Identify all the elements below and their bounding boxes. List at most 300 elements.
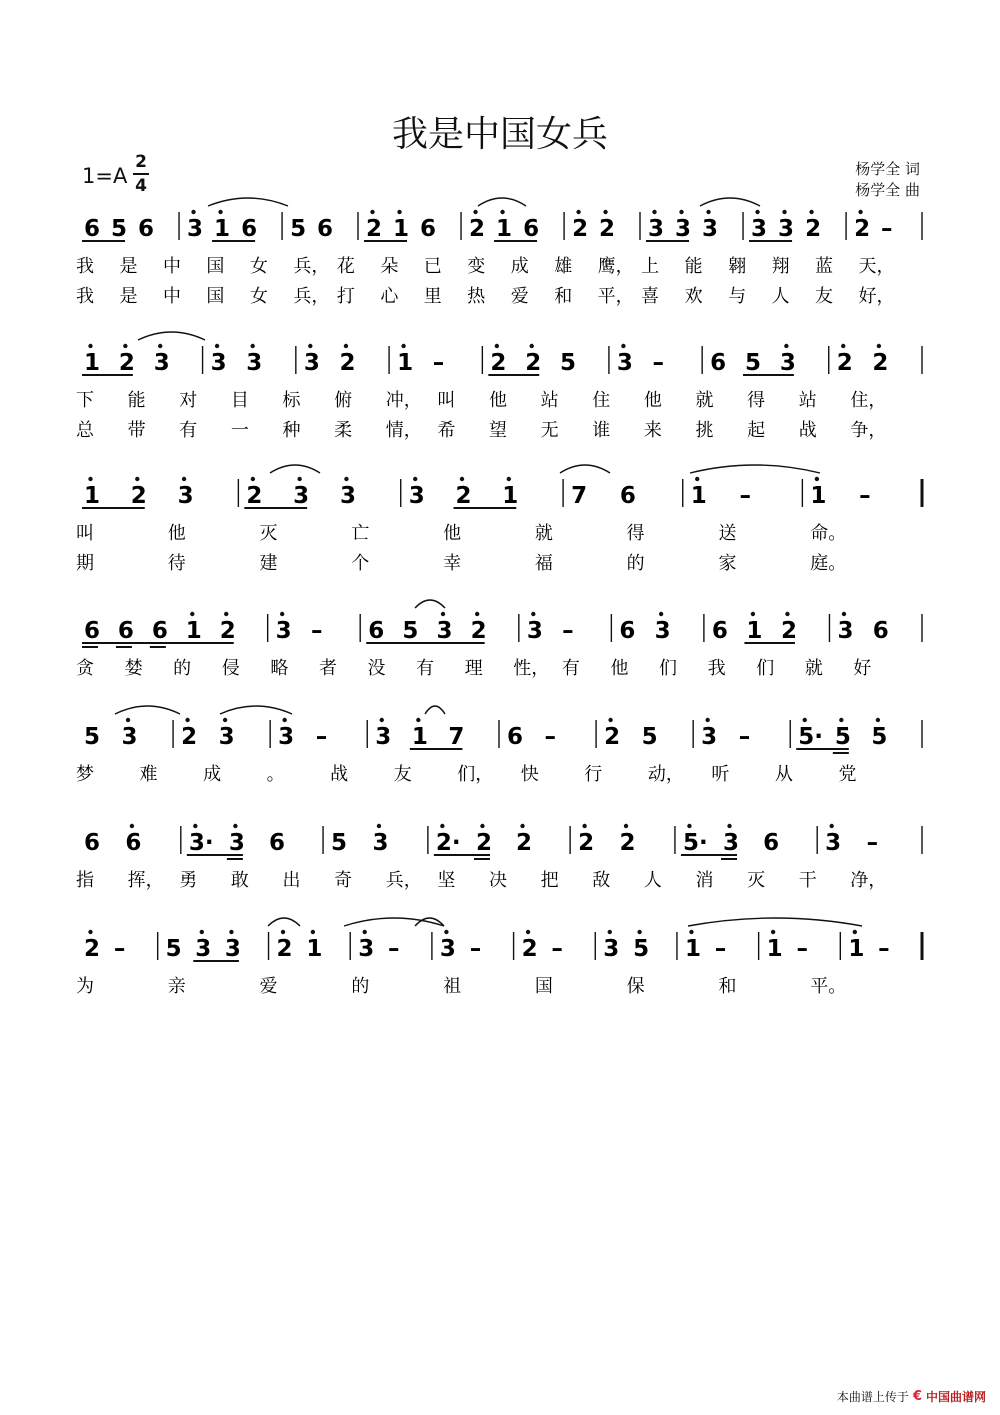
lyric-char: 住，: [850, 390, 887, 411]
lyric-char: 们: [756, 658, 775, 679]
lyric-char: 爱: [259, 976, 278, 997]
note: 2: [854, 216, 871, 242]
lyric-char: 蓝: [815, 256, 834, 277]
lyric-char: 爱: [510, 286, 529, 307]
note: 2: [366, 216, 383, 242]
note: 3: [675, 216, 692, 242]
lyric-char: 能: [684, 256, 703, 277]
lyric-char: 冲，: [385, 390, 422, 411]
note: 2: [246, 483, 263, 509]
lyric-char: 奇: [334, 870, 353, 891]
lyric-char: 是: [119, 286, 138, 307]
note: 2: [469, 216, 486, 242]
note: 1: [84, 350, 101, 376]
note: 3: [246, 350, 263, 376]
lyric-char: 里: [423, 286, 442, 307]
lyric-char: 与: [728, 286, 747, 307]
lyric-char: 平，: [597, 286, 634, 307]
tie-arc: [270, 465, 320, 473]
lyric-char: 为: [76, 976, 94, 997]
note: 2: [521, 936, 538, 962]
lyric-char: 挑: [695, 420, 714, 441]
tie-arc: [220, 706, 292, 714]
lyric-char: 中: [162, 256, 181, 277]
note: 5: [641, 724, 658, 750]
octave-dot: [815, 477, 819, 481]
octave-dot: [397, 210, 401, 214]
octave-dot: [88, 477, 92, 481]
note: 6: [872, 618, 889, 644]
note: –: [738, 724, 751, 750]
note: 3: [121, 724, 138, 750]
note: 3: [616, 350, 633, 376]
note: –: [315, 724, 328, 750]
octave-dot: [88, 344, 92, 348]
octave-dot: [311, 930, 315, 934]
tie-arc: [690, 465, 820, 473]
lyric-char: 他: [489, 390, 507, 411]
lyric-char: 成: [510, 256, 529, 277]
lyric-char: 他: [610, 658, 629, 679]
note: 6: [507, 724, 524, 750]
note: 2: [872, 350, 889, 376]
note: 5: [834, 724, 851, 750]
lyric-char: 者: [318, 658, 337, 679]
note: 6: [711, 618, 728, 644]
octave-dot: [706, 210, 710, 214]
lyric-char: 的: [351, 976, 370, 997]
lyric-char: 家: [718, 553, 737, 574]
note: 6: [84, 216, 101, 242]
note: 6: [368, 618, 385, 644]
note: 3: [210, 350, 227, 376]
note: 3: [408, 483, 425, 509]
footer-credit: [837, 1388, 986, 1405]
octave-dot: [841, 344, 845, 348]
lyric-char: 侵: [221, 658, 240, 679]
lyric-char: 决: [489, 870, 507, 891]
octave-dot: [182, 477, 186, 481]
lyric-char: 就: [534, 523, 553, 544]
lyric-char: 人: [643, 870, 662, 891]
lyricist-credit: 杨学全 词: [855, 160, 920, 178]
note: –: [878, 936, 890, 962]
lyric-char: 种: [282, 420, 301, 441]
note: 3: [218, 724, 235, 750]
lyric-char: 来: [643, 420, 662, 441]
lyric-char: 听: [711, 764, 730, 785]
note: 3: [654, 618, 671, 644]
octave-dot: [440, 824, 444, 828]
lyric-char: 。: [266, 764, 285, 785]
note: 3: [275, 618, 292, 644]
lyric-char: 成: [203, 764, 222, 785]
lyric-char: 女: [249, 256, 268, 277]
lyric-char: 友: [815, 286, 834, 307]
note: 3: [436, 618, 453, 644]
octave-dot: [473, 210, 477, 214]
lyric-char: 是: [119, 256, 138, 277]
octave-dot: [444, 930, 448, 934]
note: 1: [690, 483, 707, 509]
note: 1: [848, 936, 865, 962]
note: 2: [455, 483, 472, 509]
octave-dot: [88, 930, 92, 934]
lyric-char: 和: [718, 976, 737, 997]
octave-dot: [229, 930, 233, 934]
lyric-char: 我: [76, 256, 94, 277]
note: 3: [372, 830, 389, 856]
time-signature-numerator: 2: [135, 152, 147, 172]
octave-dot: [751, 612, 755, 616]
lyric-char: 喜: [641, 286, 660, 307]
octave-dot: [679, 210, 683, 214]
note: 2: [619, 830, 636, 856]
lyric-char: 快: [520, 764, 539, 785]
octave-dot: [251, 477, 255, 481]
note: 3: [303, 350, 320, 376]
octave-dot: [603, 210, 607, 214]
lyric-char: 好，: [858, 286, 895, 307]
note: 1: [214, 216, 231, 242]
octave-dot: [441, 612, 445, 616]
lyric-char: 他: [643, 390, 662, 411]
lyric-char: 婪: [124, 658, 143, 679]
lyric-char: 国: [206, 256, 225, 277]
tie-arc: [268, 918, 300, 926]
tie-arc: [415, 600, 445, 608]
note: 5: [331, 830, 348, 856]
note: 2: [572, 216, 589, 242]
note: 5: [84, 724, 101, 750]
note: 6: [241, 216, 258, 242]
octave-dot: [877, 344, 881, 348]
octave-dot: [233, 824, 237, 828]
lyric-char: 把: [540, 870, 559, 891]
note: –: [739, 483, 752, 509]
tie-arc: [425, 706, 445, 714]
note: 2·: [435, 830, 461, 856]
octave-dot: [130, 824, 134, 828]
lyric-char: 灭: [259, 523, 278, 544]
lyric-char: 灭: [747, 870, 766, 891]
octave-dot: [809, 210, 813, 214]
lyric-char: 兵，: [385, 870, 422, 891]
lyric-char: 叫: [437, 390, 456, 411]
lyric-char: 挥，: [127, 870, 164, 891]
lyric-char: 国: [534, 976, 553, 997]
lyric-char: 争，: [850, 420, 887, 441]
note: 3: [702, 216, 719, 242]
octave-dot: [829, 824, 833, 828]
octave-dot: [652, 210, 656, 214]
note: 3: [648, 216, 665, 242]
octave-dot: [782, 210, 786, 214]
octave-dot: [460, 477, 464, 481]
note: 6: [268, 830, 285, 856]
lyric-char: 幸: [443, 553, 462, 574]
note: 3: [526, 618, 543, 644]
note: 6: [117, 618, 134, 644]
note: 2: [516, 830, 533, 856]
note: 6: [138, 216, 155, 242]
note: 6: [151, 618, 168, 644]
lyric-char: 性，: [513, 658, 550, 679]
note: 5: [165, 936, 182, 962]
lyric-char: 得: [626, 523, 645, 544]
note: 1: [84, 483, 101, 509]
lyric-char: 总: [76, 420, 94, 441]
note: 2: [780, 618, 797, 644]
octave-dot: [191, 210, 195, 214]
note: 5: [871, 724, 888, 750]
octave-dot: [380, 718, 384, 722]
note: 2: [525, 350, 542, 376]
lyric-char: 下: [76, 390, 94, 411]
lyric-char: 个: [351, 553, 370, 574]
lyric-char: 消: [695, 870, 714, 891]
octave-dot: [637, 930, 641, 934]
octave-dot: [495, 344, 499, 348]
note: 3: [177, 483, 194, 509]
note: 2: [118, 350, 135, 376]
note: 3: [228, 830, 245, 856]
note: 5: [402, 618, 419, 644]
note: 6: [619, 618, 636, 644]
lyric-char: 难: [139, 764, 158, 785]
lyric-char: 有: [179, 420, 198, 441]
octave-dot: [853, 930, 857, 934]
lyric-char: 建: [259, 553, 278, 574]
lyric-char: 祖: [443, 976, 462, 997]
lyric-char: 人: [771, 286, 790, 307]
note: 1: [397, 350, 414, 376]
lyric-char: 他: [443, 523, 462, 544]
octave-dot: [727, 824, 731, 828]
note: 1: [810, 483, 827, 509]
lyric-char: 们，: [457, 764, 494, 785]
note: 3: [751, 216, 768, 242]
note: 2: [470, 618, 487, 644]
octave-dot: [135, 477, 139, 481]
note: 1: [502, 483, 519, 509]
note: 1: [746, 618, 763, 644]
lyric-char: 女: [249, 286, 268, 307]
note: 5: [111, 216, 128, 242]
footer-site: 中国曲谱网: [925, 1390, 986, 1404]
note: –: [310, 618, 323, 644]
note: 6: [317, 216, 334, 242]
note: 1: [411, 724, 428, 750]
lyric-char: 欢: [684, 286, 703, 307]
lyric-char: 我: [76, 286, 94, 307]
lyric-char: 勇: [179, 870, 198, 891]
octave-dot: [344, 344, 348, 348]
note: –: [113, 936, 126, 962]
lyric-char: 待: [167, 553, 186, 574]
octave-dot: [576, 210, 580, 214]
octave-dot: [282, 718, 286, 722]
octave-dot: [705, 718, 709, 722]
note: –: [432, 350, 445, 376]
octave-dot: [876, 718, 880, 722]
lyric-char: 中: [162, 286, 181, 307]
note: 2: [599, 216, 616, 242]
octave-dot: [531, 612, 535, 616]
octave-dot: [785, 612, 789, 616]
note: –: [544, 724, 557, 750]
lyric-char: 变: [467, 256, 486, 277]
note: 3·: [188, 830, 214, 856]
lyric-char: 起: [747, 420, 766, 441]
octave-dot: [123, 344, 127, 348]
lyric-char: 贪: [76, 658, 94, 679]
octave-dot: [608, 718, 612, 722]
note: 2: [836, 350, 853, 376]
site-logo-icon: €: [912, 1389, 922, 1404]
lyric-char: 庭。: [810, 553, 847, 574]
octave-dot: [608, 930, 612, 934]
note: 2: [276, 936, 293, 962]
lyric-char: 上: [641, 256, 660, 277]
octave-dot: [858, 210, 862, 214]
note: 1: [306, 936, 323, 962]
tie-arc: [344, 918, 444, 926]
note: 2: [805, 216, 822, 242]
note: 7: [448, 724, 465, 750]
octave-dot: [842, 612, 846, 616]
lyric-char: 天，: [858, 256, 895, 277]
octave-dot: [250, 344, 254, 348]
octave-dot: [200, 930, 204, 934]
lyric-char: 理: [464, 658, 483, 679]
lyric-char: 净，: [850, 870, 887, 891]
note: 6: [710, 350, 727, 376]
octave-dot: [126, 718, 130, 722]
octave-dot: [659, 612, 663, 616]
note: 1: [393, 216, 410, 242]
octave-dot: [621, 344, 625, 348]
octave-dot: [344, 477, 348, 481]
octave-dot: [218, 210, 222, 214]
note: 3: [701, 724, 718, 750]
octave-dot: [771, 930, 775, 934]
octave-dot: [755, 210, 759, 214]
octave-dot: [530, 344, 534, 348]
note: –: [388, 936, 400, 962]
octave-dot: [687, 824, 691, 828]
note: 2: [578, 830, 595, 856]
tie-arc: [688, 918, 862, 926]
tie-arc: [478, 198, 526, 206]
octave-dot: [500, 210, 504, 214]
octave-dot: [363, 930, 367, 934]
note: –: [652, 350, 665, 376]
time-signature-denominator: 4: [135, 176, 147, 196]
lyric-char: 带: [127, 420, 146, 441]
lyric-char: 坚: [437, 870, 456, 891]
lyric-char: 朵: [380, 256, 399, 277]
lyric-char: 略: [270, 658, 289, 679]
lyric-char: 他: [167, 523, 186, 544]
footer-prefix: 本曲谱上传于: [836, 1390, 909, 1404]
octave-dot: [475, 612, 479, 616]
note: 5: [560, 350, 577, 376]
note: 1: [684, 936, 701, 962]
lyric-char: 敌: [592, 870, 611, 891]
octave-dot: [185, 718, 189, 722]
note: 3: [278, 724, 295, 750]
note: 5·: [682, 830, 708, 856]
note: 3: [439, 936, 456, 962]
octave-dot: [215, 344, 219, 348]
note: 1: [496, 216, 513, 242]
note: 7: [571, 483, 588, 509]
note: 5: [633, 936, 650, 962]
lyric-char: 平。: [810, 976, 847, 997]
lyric-char: 指: [76, 870, 94, 891]
lyric-char: 敢: [230, 870, 249, 891]
note: 6: [763, 830, 780, 856]
key-signature: 1=A: [82, 164, 128, 188]
octave-dot: [308, 344, 312, 348]
lyric-char: 标: [282, 390, 301, 411]
lyric-char: 梦: [76, 764, 94, 785]
octave-dot: [413, 477, 417, 481]
note: 6: [84, 830, 101, 856]
octave-dot: [401, 344, 405, 348]
lyric-char: 无: [540, 420, 559, 441]
octave-dot: [803, 718, 807, 722]
lyric-char: 就: [695, 390, 714, 411]
octave-dot: [520, 824, 524, 828]
note: 3: [187, 216, 204, 242]
note: –: [714, 936, 727, 962]
note: 3: [153, 350, 170, 376]
lyric-char: 站: [798, 390, 817, 411]
lyric-char: 的: [626, 553, 645, 574]
octave-dot: [190, 612, 194, 616]
octave-dot: [223, 718, 227, 722]
octave-dot: [624, 824, 628, 828]
note: –: [866, 830, 879, 856]
lyric-char: 和: [554, 286, 573, 307]
lyric-char: 有: [416, 658, 435, 679]
lyric-char: 已: [423, 256, 442, 277]
note: 2: [219, 618, 236, 644]
note: 1: [185, 618, 202, 644]
note: –: [859, 483, 871, 509]
lyric-char: 党: [838, 764, 857, 785]
octave-dot: [377, 824, 381, 828]
lyric-char: 叫: [76, 523, 94, 544]
lyric-char: 有: [561, 658, 580, 679]
note: –: [562, 618, 574, 644]
note: 2: [490, 350, 507, 376]
note: 5: [745, 350, 762, 376]
note: 3: [224, 936, 241, 962]
tie-arc: [115, 706, 180, 714]
lyric-char: 福: [534, 553, 553, 574]
lyric-char: 站: [540, 390, 559, 411]
note: –: [796, 936, 808, 962]
note: 2: [84, 936, 101, 962]
octave-dot: [297, 477, 301, 481]
song-title: 我是中国女兵: [391, 114, 608, 155]
lyric-char: 动，: [647, 764, 684, 785]
lyric-char: 俯: [334, 390, 353, 411]
octave-dot: [839, 718, 843, 722]
